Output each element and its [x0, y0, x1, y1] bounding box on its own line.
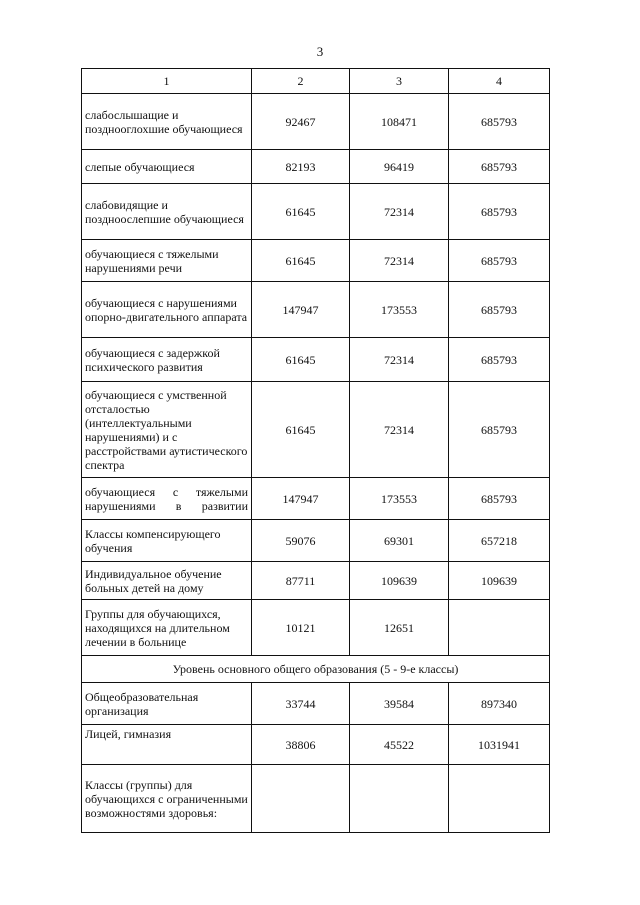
- table-row: [82, 382, 550, 478]
- table-row: [82, 94, 550, 150]
- row-label: Группы для обучающихся, находящихся на длительном лечении в больнице: [82, 600, 252, 656]
- row-label: обучающиеся с тяжелыми нарушениями в развитии: [82, 478, 252, 520]
- table-row: [82, 150, 550, 184]
- column-header-3: 3: [350, 69, 449, 94]
- page-number: 3: [316, 44, 324, 59]
- cell-col2: 92467: [252, 94, 350, 150]
- cell-col2: 61645: [252, 338, 350, 382]
- cell-col3: [350, 765, 449, 833]
- cell-col3: 173553: [350, 282, 449, 338]
- row-label: Классы (группы) для обучающихся с ограниченными возможностями здоровья:: [82, 765, 252, 833]
- cell-col4: 685793: [449, 338, 550, 382]
- row-label: Общеобразовательная организация: [82, 683, 252, 725]
- row-label: слабослышащие и позднооглохшие обучающиеся: [82, 94, 252, 150]
- cell-col3: 72314: [350, 338, 449, 382]
- column-header-4: 4: [449, 69, 550, 94]
- cell-col3: 72314: [350, 382, 449, 478]
- row-label: обучающиеся с задержкой психического развития: [82, 338, 252, 382]
- row-label: обучающиеся с нарушениями опорно-двигательного аппарата: [82, 282, 252, 338]
- cell-col4: 685793: [449, 282, 550, 338]
- cell-col2: [252, 765, 350, 833]
- row-label: обучающиеся с тяжелыми нарушениями речи: [82, 240, 252, 282]
- cell-col2: 61645: [252, 184, 350, 240]
- cell-col2: 61645: [252, 240, 350, 282]
- column-header-1: 1: [82, 69, 252, 94]
- cell-col4: 685793: [449, 94, 550, 150]
- funding-table: [81, 68, 550, 833]
- cell-col4: 657218: [449, 520, 550, 562]
- section-row: [82, 656, 550, 683]
- table-row: [82, 520, 550, 562]
- cell-col3: 173553: [350, 478, 449, 520]
- cell-col2: 147947: [252, 282, 350, 338]
- table-row: [82, 240, 550, 282]
- table-row: [82, 600, 550, 656]
- cell-col4: 685793: [449, 150, 550, 184]
- cell-col3: 109639: [350, 562, 449, 600]
- row-label: Лицей, гимназия: [82, 725, 252, 765]
- table-row: [82, 683, 550, 725]
- cell-col4: 1031941: [449, 725, 550, 765]
- table-row: [82, 765, 550, 833]
- cell-col3: 45522: [350, 725, 449, 765]
- cell-col3: 108471: [350, 94, 449, 150]
- cell-col2: 10121: [252, 600, 350, 656]
- cell-col4: [449, 600, 550, 656]
- cell-col3: 39584: [350, 683, 449, 725]
- table-row: [82, 725, 550, 765]
- cell-col2: 61645: [252, 382, 350, 478]
- row-label: обучающиеся с умственной отсталостью (интеллектуальными нарушениями) и с расстройствами аутистического спектра: [82, 382, 252, 478]
- table-row: [82, 338, 550, 382]
- cell-col3: 72314: [350, 240, 449, 282]
- cell-col2: 82193: [252, 150, 350, 184]
- cell-col4: 685793: [449, 240, 550, 282]
- table-row: [82, 282, 550, 338]
- cell-col4: 685793: [449, 478, 550, 520]
- cell-col4: 685793: [449, 184, 550, 240]
- cell-col4: 685793: [449, 382, 550, 478]
- cell-col3: 72314: [350, 184, 449, 240]
- row-label: слепые обучающиеся: [82, 150, 252, 184]
- cell-col2: 87711: [252, 562, 350, 600]
- header-row: [82, 69, 550, 94]
- row-label: Классы компенсирующего обучения: [82, 520, 252, 562]
- cell-col2: 59076: [252, 520, 350, 562]
- row-label: Индивидуальное обучение больных детей на дому: [82, 562, 252, 600]
- cell-col2: 147947: [252, 478, 350, 520]
- column-header-2: 2: [252, 69, 350, 94]
- section-title: Уровень основного общего образования (5 - 9-е классы): [82, 656, 550, 683]
- table-row: [82, 562, 550, 600]
- cell-col3: 12651: [350, 600, 449, 656]
- cell-col2: 33744: [252, 683, 350, 725]
- cell-col3: 96419: [350, 150, 449, 184]
- cell-col4: 897340: [449, 683, 550, 725]
- table-row: [82, 184, 550, 240]
- cell-col4: 109639: [449, 562, 550, 600]
- row-label: слабовидящие и поздноослепшие обучающиеся: [82, 184, 252, 240]
- cell-col3: 69301: [350, 520, 449, 562]
- table-row: [82, 478, 550, 520]
- cell-col2: 38806: [252, 725, 350, 765]
- cell-col4: [449, 765, 550, 833]
